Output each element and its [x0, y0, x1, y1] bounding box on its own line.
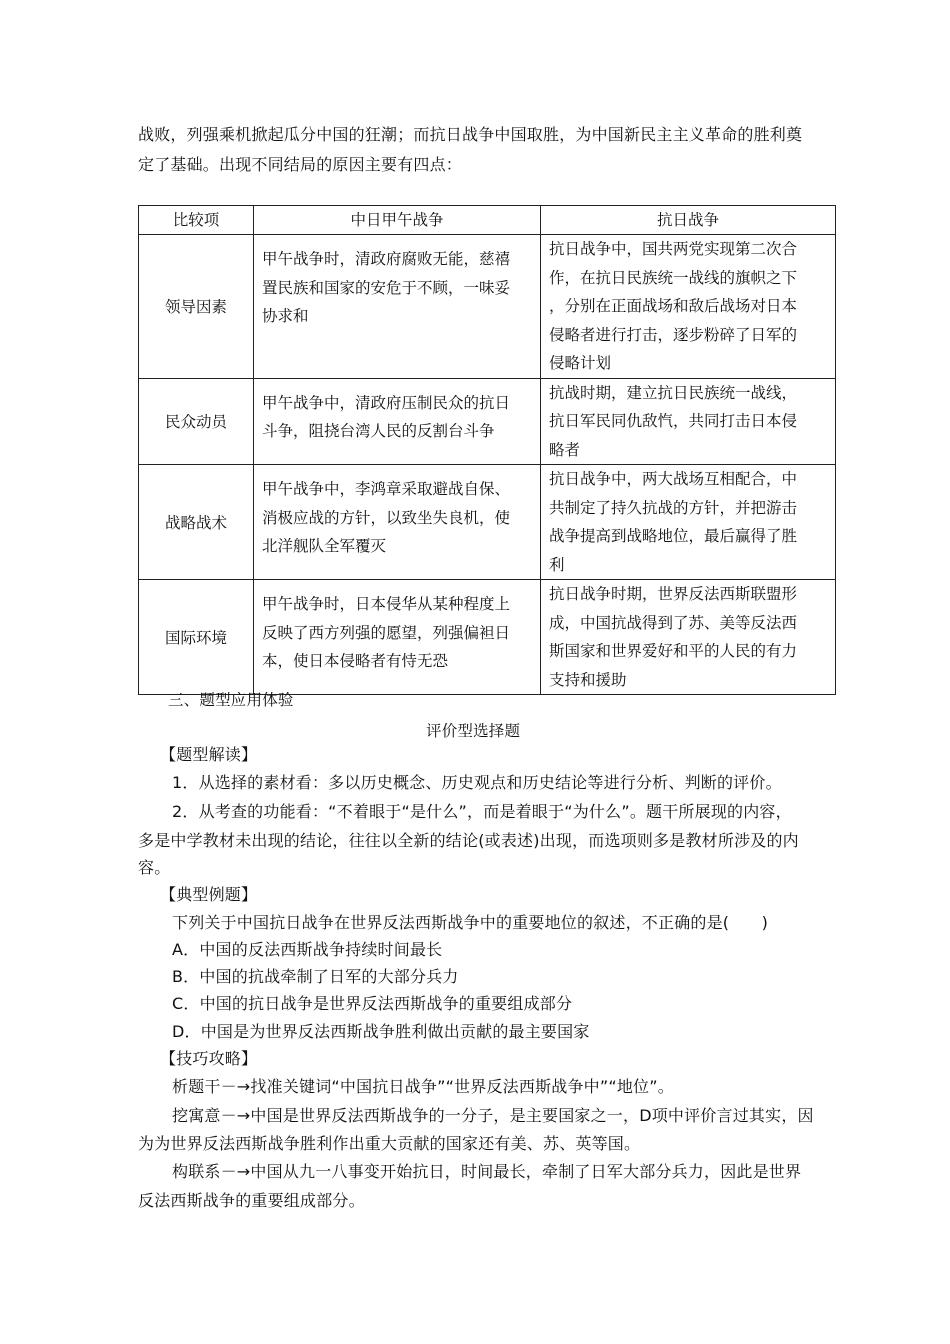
cell-line: 北洋舰队全军覆灭 [262, 537, 387, 555]
cell-line: 战争提高到战略地位，最后赢得了胜 [549, 527, 798, 545]
example-label: 【典型例题】 [160, 885, 258, 904]
row-jiawu [254, 235, 541, 379]
row-jiawu [254, 580, 541, 695]
option-a: A．中国的反法西斯战争持续时间最长 [172, 940, 443, 959]
table-row [139, 378, 836, 465]
interpret-point-2-line-3: 容。 [138, 858, 171, 877]
cell-line: 本，使日本侵略者有恃无恐 [262, 652, 449, 670]
cell-line: 利 [549, 555, 565, 574]
tip-2-line-1: 挖寓意－→中国是世界反法西斯战争的一分子，是主要国家之一，D项中评价言过其实，因 [172, 1106, 814, 1125]
option-c: C．中国的抗日战争是世界反法西斯战争的重要组成部分 [172, 994, 573, 1013]
cell-line: 略者 [549, 440, 581, 459]
interpret-point-1: 1．从选择的素材看：多以历史概念、历史观点和历史结论等进行分析、判断的评价。 [172, 773, 782, 792]
cell-line: 抗日战争中，国共两党实现第二次合 [549, 240, 798, 258]
cell-line: 斗争，阻挠台湾人民的反割台斗争 [262, 422, 495, 440]
header-kangri: 抗日战争 [541, 206, 836, 235]
section-subtitle: 评价型选择题 [426, 722, 521, 740]
section-heading: 三、题型应用体验 [168, 691, 294, 709]
cell-line: 抗战时期，建立抗日民族统一战线， [549, 383, 798, 402]
row-kangri [541, 235, 836, 379]
tips-label: 【技巧攻略】 [160, 1049, 258, 1068]
cell-line: 成，中国抗战得到了苏、美等反法西 [549, 613, 798, 632]
cell-line: 侵略者进行打击，逐步粉碎了日军的 [549, 325, 798, 344]
cell-line: 甲午战争中，清政府压制民众的抗日 [262, 393, 511, 412]
tip-2-line-2: 为为世界反法西斯战争胜利作出重大贡献的国家还有美、苏、英等国。 [138, 1134, 641, 1153]
intro-line-1: 战败，列强乘机掀起瓜分中国的狂潮；而抗日战争中国取胜，为中国新民主主义革命的胜利奠 [138, 125, 803, 144]
tip-3-line-2: 反法西斯战争的重要组成部分。 [138, 1191, 365, 1210]
row-kangri [541, 465, 836, 580]
row-kangri [541, 378, 836, 465]
interpret-point-2-line-1: 2．从考查的功能看：“不着眼于“是什么”，而是着眼于“为什么”。题干所展现的内容， [172, 802, 792, 821]
row-kangri [541, 580, 836, 695]
table-header-row [139, 206, 836, 235]
cell-line: 共制定了持久抗战的方针，并把游击 [549, 498, 798, 517]
cell-line: 置民族和国家的安危于不顾，一味妥 [262, 278, 511, 297]
cell-line: 抗日战争时期，世界反法西斯联盟形 [549, 585, 798, 603]
comparison-table [138, 205, 836, 695]
table-row [139, 580, 836, 695]
cell-line: 甲午战争中，李鸿章采取避战自保、 [262, 480, 511, 498]
cell-line: 抗日战争中，两大战场互相配合，中 [549, 470, 798, 488]
cell-line: 消极应战的方针，以致坐失良机，使 [262, 508, 511, 527]
header-item: 比较项 [139, 206, 254, 235]
option-b: B．中国的抗战牵制了日军的大部分兵力 [172, 967, 459, 986]
intro-line-2: 定了基础。出现不同结局的原因主要有四点： [138, 155, 463, 174]
cell-line: 甲午战争时，清政府腐败无能，慈禧 [262, 250, 511, 268]
cell-line: 抗日军民同仇敌忾，共同打击日本侵 [549, 412, 798, 430]
option-d: D．中国是为世界反法西斯战争胜利做出贡献的最主要国家 [172, 1022, 590, 1041]
header-jiawu: 中日甲午战争 [254, 206, 541, 235]
cell-line: 反映了西方列强的愿望，列强偏袒日 [262, 623, 511, 642]
cell-line: 支持和援助 [549, 670, 627, 689]
row-jiawu [254, 378, 541, 465]
row-item: 民众动员 [139, 378, 254, 465]
example-question: 下列关于中国抗日战争在世界反法西斯战争中的重要地位的叙述，不正确的是( ) [172, 913, 769, 932]
row-item: 国际环境 [139, 580, 254, 695]
cell-line: 协求和 [262, 307, 309, 325]
row-item: 领导因素 [139, 235, 254, 379]
row-jiawu [254, 465, 541, 580]
cell-line: 甲午战争时，日本侵华从某种程度上 [262, 595, 511, 613]
tip-1: 析题干－→找准关键词“中国抗日战争”“世界反法西斯战争中”“地位”。 [172, 1077, 674, 1096]
cell-line: 斯国家和世界爱好和平的人民的有力 [549, 642, 798, 660]
cell-line: ，分别在正面战场和敌后战场对日本 [549, 297, 798, 315]
table-row [139, 465, 836, 580]
table-row [139, 235, 836, 379]
cell-line: 侵略计划 [549, 354, 612, 372]
interpret-point-2-line-2: 多是中学教材未出现的结论，往往以全新的结论(或表述)出现，而选项则多是教材所涉及的内 [138, 831, 799, 850]
cell-line: 作，在抗日民族统一战线的旗帜之下 [549, 268, 798, 287]
interpret-label: 【题型解读】 [160, 745, 258, 764]
tip-3-line-1: 构联系－→中国从九一八事变开始抗日，时间最长，牵制了日军大部分兵力，因此是世界 [172, 1162, 802, 1181]
row-item: 战略战术 [139, 465, 254, 580]
